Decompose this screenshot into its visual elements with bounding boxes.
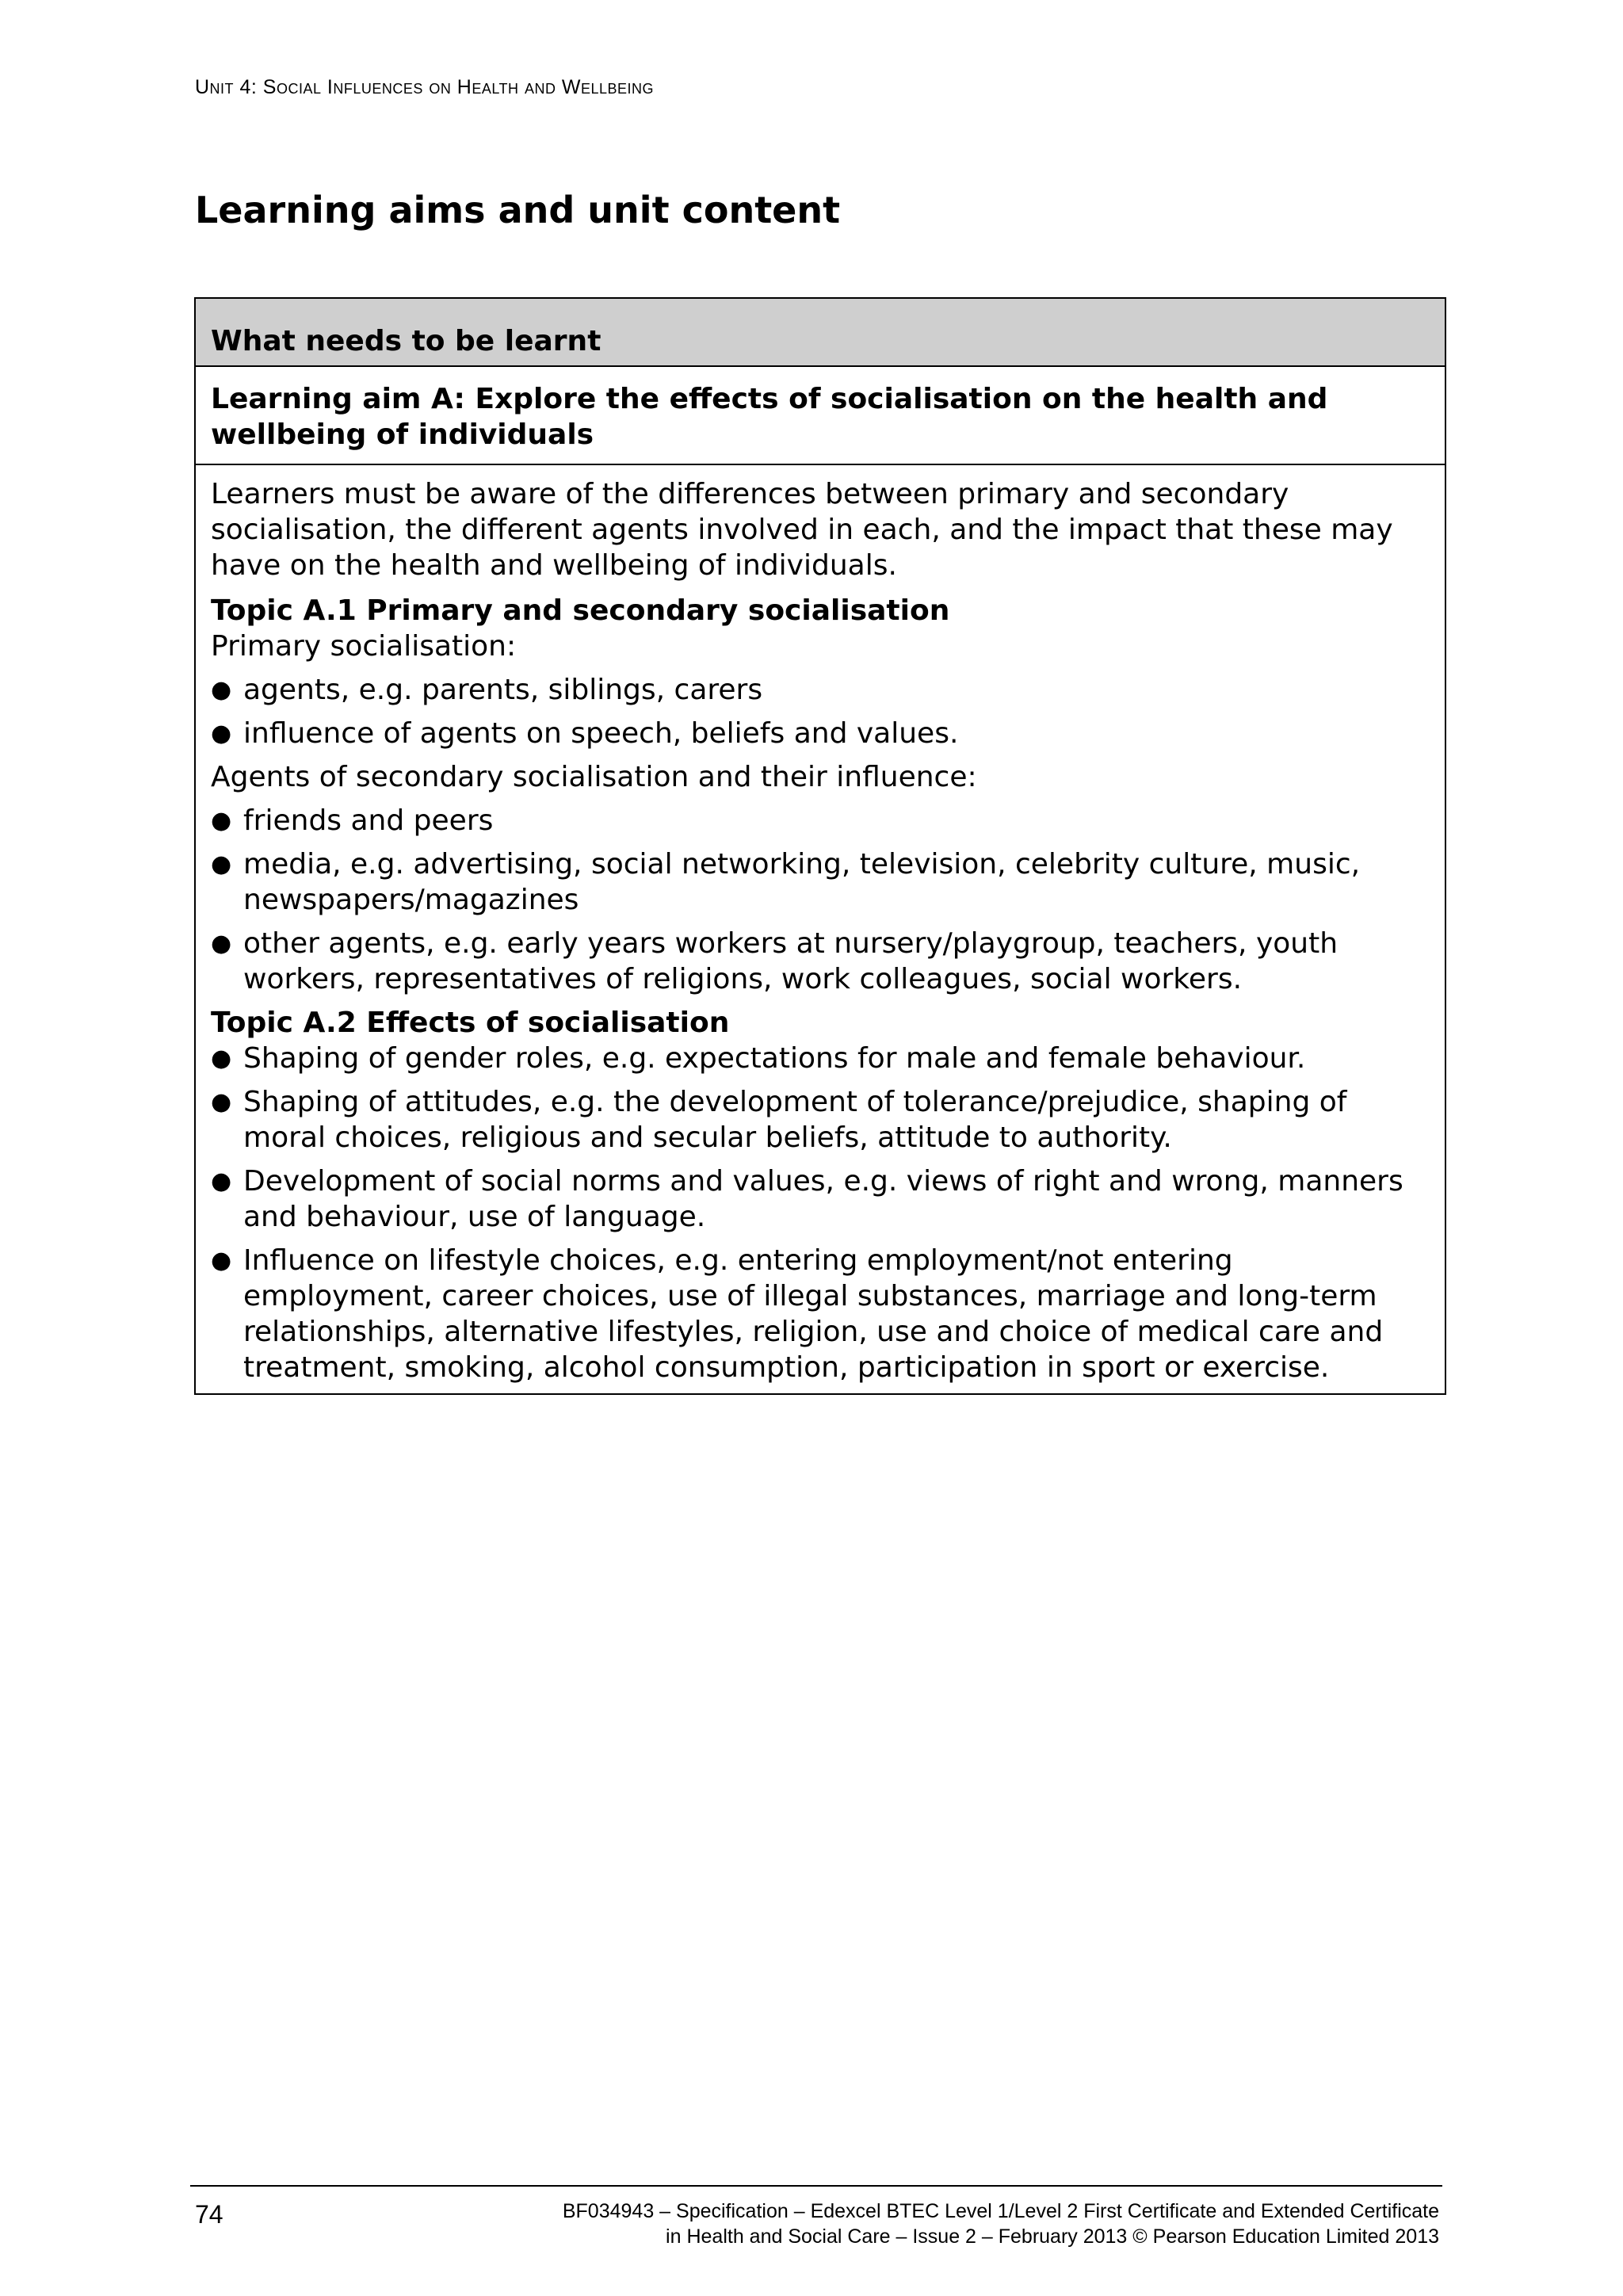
running-head: Unit 4: Social Influences on Health and Wellbeing <box>195 76 655 98</box>
list-item: ● Shaping of gender roles, e.g. expectations for male and female behaviour. <box>211 1041 1430 1076</box>
topic-a1-heading: Topic A.1 Primary and secondary socialisation <box>211 594 950 627</box>
list-item: ● friends and peers <box>211 803 1430 839</box>
list-item: ● agents, e.g. parents, siblings, carers <box>211 672 1430 708</box>
page-number: 74 <box>195 2200 223 2229</box>
primary-socialisation-list <box>211 672 1430 751</box>
intro-paragraph: Learners must be aware of the differences between primary and secondary socialisation, the different agents involved in each, and the impact that these may have on the health and wellbeing of individuals. <box>211 478 1393 582</box>
learning-content-table <box>194 297 1446 1395</box>
learning-aim-heading: Learning aim A: Explore the effects of socialisation on the health and wellbeing of individuals <box>196 367 1445 465</box>
list-item: ● media, e.g. advertising, social networking, television, celebrity culture, music, newspapers/magazines <box>211 846 1430 918</box>
secondary-socialisation-list <box>211 803 1430 997</box>
list-item: ● other agents, e.g. early years workers at nursery/playgroup, teachers, youth workers, representatives of religions, work colleagues, social workers. <box>211 926 1430 997</box>
footer-citation <box>563 2199 1439 2249</box>
page-title: Learning aims and unit content <box>195 189 841 231</box>
list-item: ● Development of social norms and values, e.g. views of right and wrong, manners and behaviour, use of language. <box>211 1163 1430 1235</box>
table-header: What needs to be learnt <box>196 299 1445 367</box>
topic-a2-heading: Topic A.2 Effects of socialisation <box>211 1007 730 1039</box>
effects-of-socialisation-list <box>211 1041 1430 1385</box>
list-item: ● Shaping of attitudes, e.g. the development of tolerance/prejudice, shaping of moral choices, religious and secular beliefs, attitude to authority. <box>211 1084 1430 1156</box>
list-item: ● Influence on lifestyle choices, e.g. entering employment/not entering employment, career choices, use of illegal substances, marriage and long-term relationships, alternative lifestyles, religion, use and choice of medical care and treatment, smoking, alcohol consumption, participation in sport or exercise. <box>211 1243 1430 1385</box>
secondary-socialisation-label: Agents of secondary socialisation and their influence: <box>211 761 977 793</box>
list-item: ● influence of agents on speech, beliefs and values. <box>211 716 1430 751</box>
footer-line-1: BF034943 – Specification – Edexcel BTEC Level 1/Level 2 First Certificate and Extended Certificate <box>562 2200 1439 2222</box>
primary-socialisation-label: Primary socialisation: <box>211 630 517 663</box>
table-content-cell <box>196 465 1445 1393</box>
footer-divider <box>190 2185 1442 2187</box>
footer-line-2: in Health and Social Care – Issue 2 – February 2013 © Pearson Education Limited 2013 <box>666 2225 1439 2248</box>
